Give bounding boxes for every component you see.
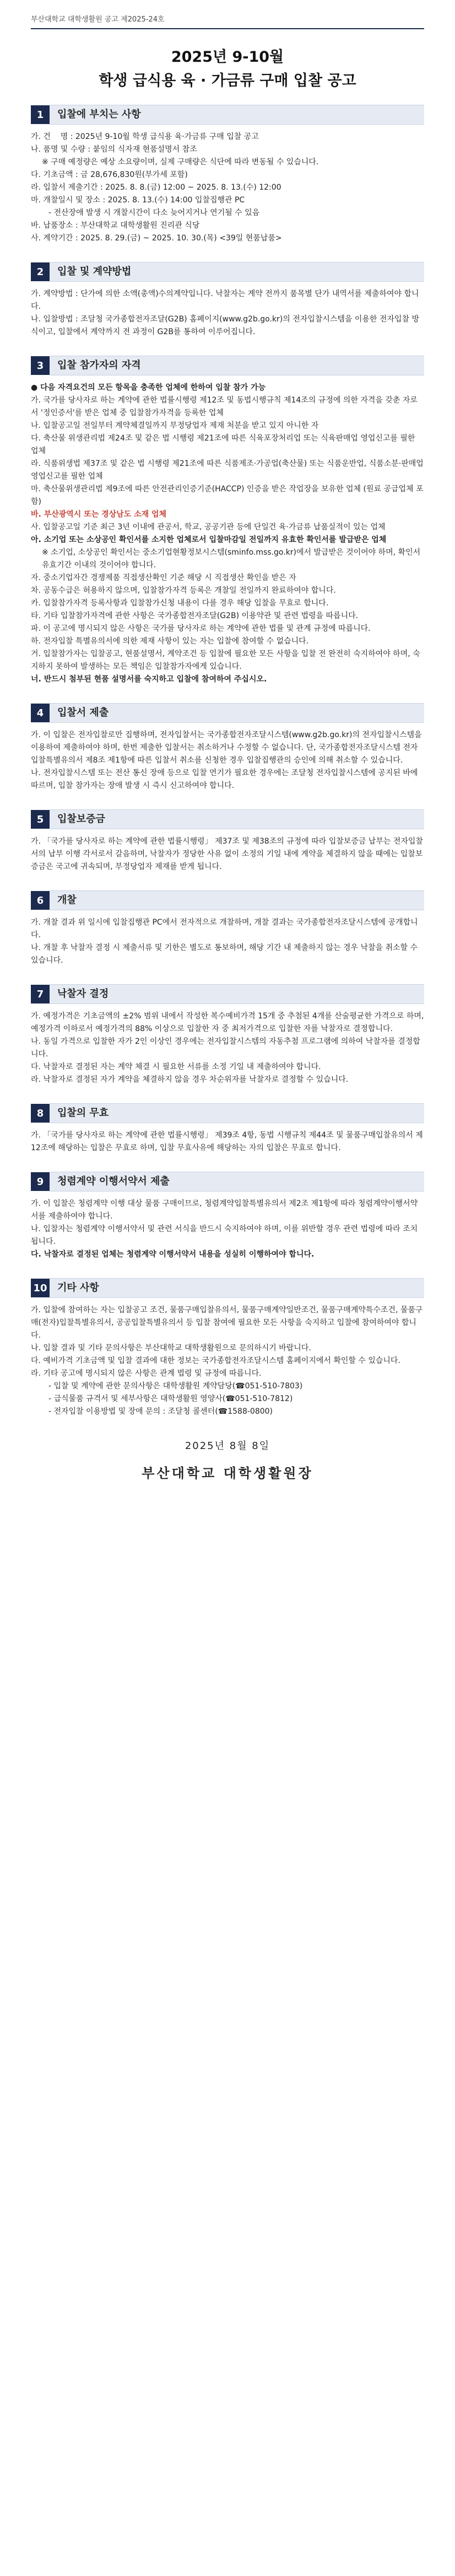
section-line: 가. 「국가를 당사자로 하는 계약에 관한 법률시행령」 제37조 및 제38조의 규정에 따라 입찰보증금 납부는 전자입찰서의 납부 이행 각서로서 갈음하며, 낙찰자가 정당한 사유 없이 소정의 기일 내에 계약을 체결하지 않을 때에는 입찰보증금은 국고에 귀속되며, 부정당업자 제재를 받게 됩니다. bbox=[31, 837, 423, 871]
section-line: 가. 국가를 당사자로 하는 계약에 관한 법률시행령 제12조 및 동법시행규칙 제14조의 규정에 의한 자격을 갖춘 자로서 '정인증서'를 받은 업체 중 입찰참가자격을 등록한 업체 bbox=[31, 396, 418, 417]
section-line: 나. 전자입찰시스템 또는 전산 통신 장애 등으로 입찰 연기가 필요한 경우에는 조달청 전자입찰시스템에 공지된 바에 따르며, 입찰 참가자는 장애 발생 시 즉시 신고하여야 합니다. bbox=[31, 769, 420, 790]
section-heading bbox=[31, 262, 424, 281]
section bbox=[31, 810, 424, 873]
section-line: 자. 중소기업자간 경쟁제품 직접생산확인 기준 해당 시 직접생산 확인을 받은 자 bbox=[31, 573, 296, 582]
section-line: 라. 식품위생법 제37조 및 같은 법 시행령 제21조에 따른 식품제조·가공업(축산물) 또는 식품운반업, 식품소분·판매업 영업신고를 필한 업체 bbox=[31, 459, 426, 481]
section-line: ※ 구매 예정량은 예상 소요량이며, 실제 구매량은 식단에 따라 변동될 수 있습니다. bbox=[42, 158, 319, 167]
section-body bbox=[31, 835, 424, 873]
section-line: 라. 낙찰자로 결정된 자가 계약을 체결하지 않을 경우 차순위자를 낙찰자로 결정할 수 있습니다. bbox=[31, 1075, 349, 1084]
section-line: 라. 입찰서 제출기간 : 2025. 8. 8.(금) 12:00 ~ 2025. 8. 13.(수) 12:00 bbox=[31, 183, 281, 192]
section-line: 마. 개찰일시 및 장소 : 2025. 8. 13.(수) 14:00 입찰집행관 PC bbox=[31, 196, 245, 205]
section-line: 하. 전자입찰 특별유의서에 의한 제재 사항이 있는 자는 입찰에 참여할 수 없습니다. bbox=[31, 637, 309, 646]
section-line: 사. 계약기간 : 2025. 8. 29.(금) ~ 2025. 10. 30.(목) <39일 현품납품> bbox=[31, 234, 282, 243]
section-title: 입찰에 부치는 사항 bbox=[50, 105, 424, 125]
section-line: 거. 입찰참가자는 입찰공고, 현품설명서, 계약조건 등 입찰에 필요한 모든 사항을 입찰 전 완전히 숙지하여야 하며, 숙지하지 못하여 발생하는 모든 책임은 입찰참가자에게 있습니다. bbox=[31, 650, 420, 671]
section-heading bbox=[31, 1104, 424, 1123]
notice-title-line1: 2025년 9-10월 bbox=[171, 49, 284, 66]
section-line: 나. 입찰공고일 전일부터 계약체결일까지 부정당업자 제재 처분을 받고 있지 아니한 자 bbox=[31, 421, 319, 430]
section bbox=[31, 891, 424, 967]
section-line: 나. 품명 및 수량 : 붙임의 식자재 현품설명서 참조 bbox=[31, 145, 197, 154]
section bbox=[31, 704, 424, 792]
section-line: ● 다음 자격요건의 모든 항목을 충족한 업체에 한하여 입찰 참가 가능 bbox=[31, 383, 266, 392]
section-line: 다. 낙찰자로 결정된 자는 계약 체결 시 필요한 서류를 소정 기일 내 제출하여야 합니다. bbox=[31, 1062, 321, 1071]
section-title: 개찰 bbox=[50, 890, 424, 910]
section-line: 가. 계약방법 : 단가에 의한 소액(총액)수의계약입니다. 낙찰자는 계약 전까지 품목별 단가 내역서를 제출하여야 합니다. bbox=[31, 289, 419, 311]
section bbox=[31, 356, 424, 686]
section-number: 8 bbox=[31, 1104, 50, 1123]
section-line: - 입찰 및 계약에 관한 문의사항은 대학생활원 계약담당(☎051-510-7803) bbox=[48, 1382, 303, 1391]
section-line: 나. 동일 가격으로 입찰한 자가 2인 이상인 경우에는 전자입찰시스템의 자동추첨 프로그램에 의하여 낙찰자를 결정합니다. bbox=[31, 1037, 420, 1059]
section-title: 입찰보증금 bbox=[50, 809, 424, 829]
section-line: 다. 기초금액 : 금 28,676,830원(부가세 포함) bbox=[31, 170, 188, 179]
section-line: 아. 소기업 또는 소상공인 확인서를 소지한 업체로서 입찰마감일 전일까지 유효한 확인서를 발급받은 업체 bbox=[31, 535, 387, 544]
notice-title-line2: 학생 급식용 육 · 가금류 구매 입찰 공고 bbox=[99, 72, 356, 89]
section-line: 차. 공동수급은 허용하지 않으며, 입찰참가자격 등록은 개찰일 전일까지 완료하여야 합니다. bbox=[31, 586, 336, 595]
section-title: 입찰의 무효 bbox=[50, 1103, 424, 1123]
section-body bbox=[31, 131, 424, 245]
section-line: 나. 입찰방법 : 조달청 국가종합전자조달(G2B) 홈페이지(www.g2b.go.kr)의 전자입찰시스템을 이용한 전자입찰 방식이고, 입찰에서 계약까지 전 과정이 G2B를 통하여 이루어집니다. bbox=[31, 315, 419, 336]
section-line: - 전산장애 발생 시 개찰시간이 다소 늦어지거나 연기될 수 있음 bbox=[48, 208, 260, 217]
section-title: 입찰 참가자의 자격 bbox=[50, 356, 424, 375]
section-line: 가. 예정가격은 기초금액의 ±2% 범위 내에서 작성한 복수예비가격 15개 중 추첨된 4개를 산술평균한 가격으로 하며, 예정가격 이하로서 예정가격의 88% 이상으로 입찰한 자 중 최저가격으로 입찰한 자를 낙찰자로 결정합니다. bbox=[31, 1012, 426, 1033]
section-title: 낙찰자 결정 bbox=[50, 984, 424, 1004]
section-line: 다. 예비가격 기초금액 및 입찰 결과에 대한 정보는 국가종합전자조달시스템 홈페이지에서 확인할 수 있습니다. bbox=[31, 1356, 400, 1365]
section-line: 너. 반드시 첨부된 현품 설명서를 숙지하고 입찰에 참여하여 주십시오. bbox=[31, 675, 267, 684]
header-rule bbox=[31, 28, 424, 29]
section-body bbox=[31, 382, 424, 686]
section-heading bbox=[31, 105, 424, 124]
section-line: 파. 이 공고에 명시되지 않은 사항은 국가를 당사자로 하는 계약에 관한 법률 및 관계 규정에 따릅니다. bbox=[31, 624, 371, 633]
section-line: 가. 개찰 결과 위 일시에 입찰집행관 PC에서 전자적으로 개찰하며, 개찰 결과는 국가종합전자조달시스템에 공개합니다. bbox=[31, 918, 418, 940]
section-number: 7 bbox=[31, 985, 50, 1003]
section-line: 가. 이 입찰은 청렴계약 이행 대상 물품 구매이므로, 청렴계약입찰특별유의서 제2조 제1항에 따라 청렴계약이행서약서를 제출하여야 합니다. bbox=[31, 1199, 418, 1221]
section bbox=[31, 985, 424, 1086]
section-body bbox=[31, 1129, 424, 1155]
section bbox=[31, 262, 424, 339]
section-line: - 급식물품 규격서 및 세부사항은 대학생활원 영양사(☎051-510-7812) bbox=[48, 1394, 293, 1403]
section-heading bbox=[31, 704, 424, 722]
section-body bbox=[31, 1304, 424, 1418]
section-body bbox=[31, 1198, 424, 1261]
section-number: 5 bbox=[31, 810, 50, 829]
section-line: 바. 부산광역시 또는 경상남도 소재 업체 bbox=[31, 510, 167, 519]
section-line: 가. 「국가를 당사자로 하는 계약에 관한 법률시행령」 제39조 4항, 동법 시행규칙 제44조 및 물품구매입찰유의서 제12조에 해당하는 입찰은 무효로 하며, 입찰 무효사유에 해당하는 자의 입찰은 무효로 합니다. bbox=[31, 1131, 423, 1152]
section bbox=[31, 1279, 424, 1418]
section-line: 가. 건 명 : 2025년 9-10월 학생 급식용 육·가금류 구매 입찰 공고 bbox=[31, 132, 259, 141]
section-line: ※ 소기업, 소상공인 확인서는 중소기업현황정보시스템(sminfo.mss.go.kr)에서 발급받은 것이어야 하며, 확인서 유효기간 이내의 것이어야 합니다. bbox=[42, 548, 423, 570]
section-number: 9 bbox=[31, 1172, 50, 1191]
section-line: 마. 축산물위생관리법 제9조에 따른 안전관리인증기준(HACCP) 인증을 받은 작업장을 보유한 업체 (원료 공급업체 포함) bbox=[31, 485, 424, 506]
sections-container bbox=[31, 105, 424, 1418]
section-line: 나. 개찰 후 낙찰자 결정 시 제출서류 및 기한은 별도로 통보하며, 해당 기간 내 제출하지 않는 경우 낙찰을 취소할 수 있습니다. bbox=[31, 943, 420, 965]
section-body bbox=[31, 288, 424, 339]
section bbox=[31, 1104, 424, 1155]
section-number: 1 bbox=[31, 105, 50, 124]
section-line: 카. 입찰참가자격 등록사항과 입찰참가신청 내용이 다를 경우 해당 입찰을 무효로 합니다. bbox=[31, 599, 329, 608]
section-body bbox=[31, 1010, 424, 1086]
section-line: 타. 기타 입찰참가자격에 관한 사항은 국가종합전자조달(G2B) 이용약관 및 관련 법령을 따릅니다. bbox=[31, 611, 359, 620]
section-number: 6 bbox=[31, 891, 50, 910]
section bbox=[31, 105, 424, 245]
section-heading bbox=[31, 985, 424, 1003]
section-heading bbox=[31, 810, 424, 829]
section-heading bbox=[31, 891, 424, 910]
section-line: 가. 이 입찰은 전자입찰로만 집행하며, 전자입찰서는 국가종합전자조달시스템(www.g2b.go.kr)의 전자입찰시스템을 이용하여 제출하여야 하며, 한번 제출한 입찰서는 취소하거나 수정할 수 없습니다. 단, 국가종합전자조달시스템 전자입찰특별유의서 제8조 제1항에 따른 입찰서 취소를 신청한 경우 입찰집행관의 승인에 의해 취소할 수 있습니다. bbox=[31, 731, 425, 765]
section-number: 10 bbox=[31, 1279, 50, 1297]
header-note: 부산대학교 대학생활원 공고 제2025-24호 bbox=[31, 15, 165, 24]
section-line: 바. 납품장소 : 부산대학교 대학생활원 진리관 식당 bbox=[31, 221, 200, 230]
section-line: 사. 입찰공고일 기준 최근 3년 이내에 관공서, 학교, 공공기관 등에 단일건 육·가금류 납품실적이 있는 업체 bbox=[31, 523, 386, 532]
issuer-signature: 부산대학교 대학생활원장 bbox=[142, 1466, 313, 1481]
section-line: - 전자입찰 이용방법 및 장애 문의 : 조달청 콜센터(☎1588-0800) bbox=[48, 1407, 273, 1416]
section-title: 입찰서 제출 bbox=[50, 703, 424, 723]
section-number: 4 bbox=[31, 704, 50, 722]
section-title: 청렴계약 이행서약서 제출 bbox=[50, 1172, 424, 1192]
section-line: 다. 축산물 위생관리법 제24조 및 같은 법 시행령 제21조에 따른 식육포장처리업 또는 식육판매업 영업신고를 필한 업체 bbox=[31, 434, 418, 455]
section-line: 나. 입찰자는 청렴계약 이행서약서 및 관련 서식을 반드시 숙지하여야 하며, 이를 위반할 경우 관련 법령에 따라 조치됩니다. bbox=[31, 1225, 418, 1246]
section-title: 기타 사항 bbox=[50, 1278, 424, 1298]
section-title: 입찰 및 계약방법 bbox=[50, 262, 424, 282]
notice-date: 2025년 8월 8일 bbox=[185, 1440, 270, 1452]
section-line: 라. 기타 공고에 명시되지 않은 사항은 관계 법령 및 규정에 따릅니다. bbox=[31, 1369, 262, 1378]
section-number: 3 bbox=[31, 356, 50, 375]
section-heading bbox=[31, 1279, 424, 1297]
section-heading bbox=[31, 1172, 424, 1191]
section-heading bbox=[31, 356, 424, 375]
section-body bbox=[31, 729, 424, 792]
section-line: 다. 낙찰자로 결정된 업체는 청렴계약 이행서약서 내용을 성실히 이행하여야 합니다. bbox=[31, 1250, 315, 1259]
section-number: 2 bbox=[31, 262, 50, 281]
section-line: 나. 입찰 결과 및 기타 문의사항은 부산대학교 대학생활원으로 문의하시기 바랍니다. bbox=[31, 1344, 311, 1353]
section-body bbox=[31, 916, 424, 967]
section-line: 가. 입찰에 참여하는 자는 입찰공고 조건, 물품구매입찰유의서, 물품구매계약일반조건, 물품구매계약특수조건, 물품구매(전자)입찰특별유의서, 공공입찰특별유의서 등 입찰 참여에 필요한 모든 사항을 숙지하고 입찰에 참여하여야 합니다. bbox=[31, 1306, 423, 1340]
section bbox=[31, 1172, 424, 1261]
